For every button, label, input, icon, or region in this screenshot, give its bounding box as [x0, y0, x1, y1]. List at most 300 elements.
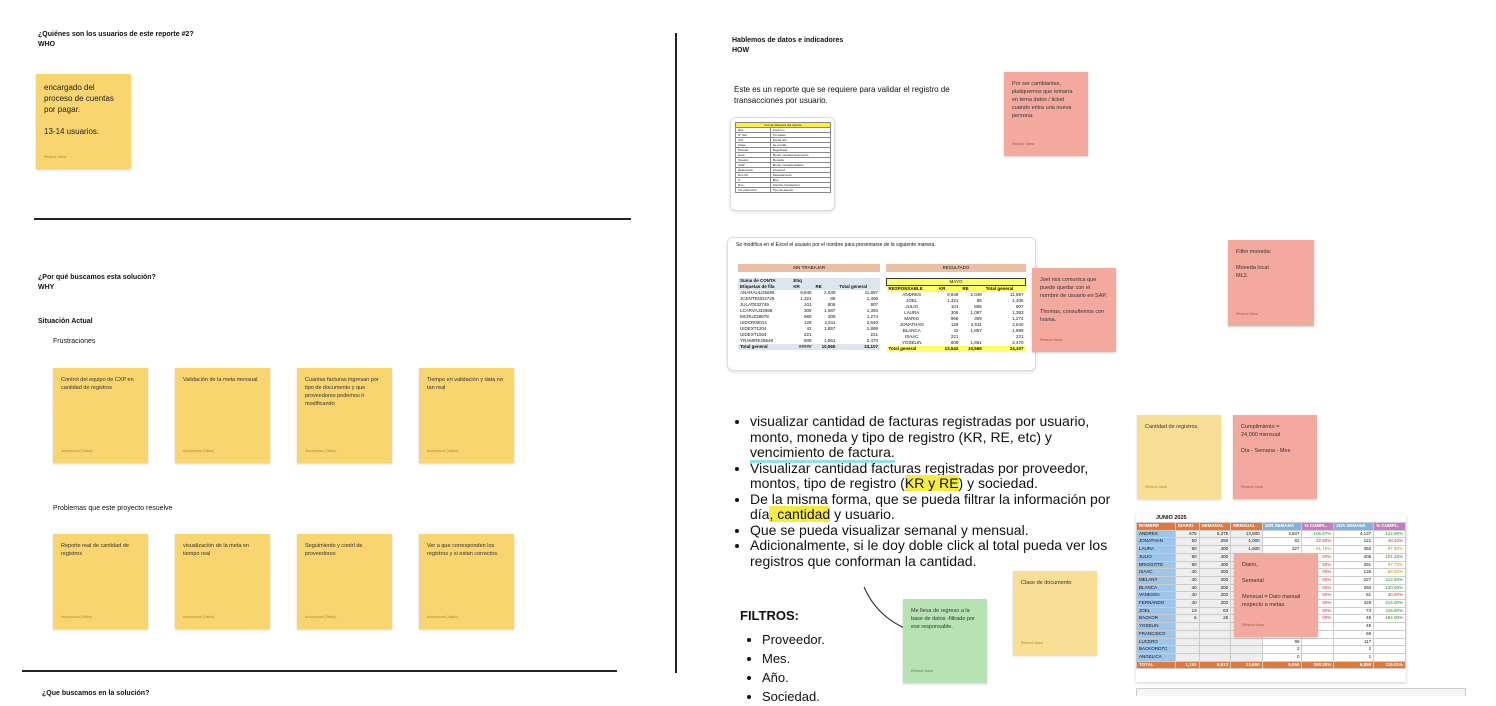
table-cell: YOSELIN: [1137, 623, 1176, 631]
total-cell: 5,950: [1262, 661, 1302, 669]
table-cell: ANGELICA: [1137, 653, 1176, 661]
table-cell: [1231, 638, 1262, 646]
table-cell: ANDRES: [1137, 530, 1176, 538]
table-cell: 101: [803, 302, 812, 307]
table-cell: 609: [950, 340, 959, 345]
table-cell: [1302, 653, 1334, 661]
who-note-line-1: encargado del: [44, 83, 95, 92]
filtros-list: [748, 630, 825, 706]
total-cell: #####: [798, 344, 812, 349]
table-cell: 00%: [1302, 569, 1334, 577]
table-cell: CtaP: [736, 163, 771, 168]
table-cell: FRANCISCO: [1137, 630, 1176, 638]
table-cell: 2,470: [1012, 340, 1024, 345]
note-text: 24,000 mensual: [1241, 432, 1281, 438]
table-cell: 2,049: [970, 292, 982, 297]
table-cell: BACKOROTC: [1137, 646, 1176, 654]
table-cell: 80: [1175, 553, 1199, 561]
green-note-drilldown[interactable]: [903, 599, 987, 683]
note-author: Rebeca Viana: [44, 155, 66, 159]
table-cell: 609: [803, 338, 812, 343]
table-cell: 2,511: [824, 320, 836, 325]
table-cell: 221: [803, 332, 812, 337]
table-cell: JOEL: [1137, 607, 1176, 615]
pink-note-diario[interactable]: [1234, 553, 1318, 637]
filter-item: • Año.: [762, 668, 825, 687]
column-header: SEMANAL: [1199, 523, 1230, 531]
column-header: 1ER SEMANA: [1262, 523, 1302, 531]
table-cell: 309: [827, 314, 836, 319]
table-cell: YOSELIN: [901, 340, 922, 345]
table-cell: 400: [1199, 546, 1230, 554]
pink-note-cumplimiento[interactable]: [1233, 415, 1317, 499]
frustration-note-1[interactable]: [53, 368, 148, 463]
table-cell: VANESSA: [1137, 592, 1176, 600]
table-cell: 00%: [1302, 553, 1334, 561]
requirement-item: • Adicionalmente, si le doy doble click al total pueda ver los registros que conforman la cantidad.: [750, 538, 1128, 569]
note-author: Anonymous (Visitor): [427, 615, 459, 619]
note-text: Cuantas facturas ingresan por tipo de documento y que proveedores podemos ir modificando: [305, 377, 379, 407]
why-title: ¿Por qué buscamos esta solución?: [38, 274, 156, 281]
table-cell: 9,848: [800, 290, 812, 295]
table-cell: 1,000: [1231, 538, 1262, 546]
col-head: RE: [815, 284, 822, 289]
note-author: Anonymous (Visitor): [183, 449, 215, 453]
table-cell: 2,049: [824, 290, 836, 295]
total-cell: Total general: [888, 346, 917, 351]
table-row: [1137, 653, 1406, 661]
col-head: RE: [962, 286, 969, 291]
table-cell: [1175, 638, 1199, 646]
column-header: 2DA SEMANA: [1334, 523, 1374, 531]
note-author: Rebeca Viana: [1241, 485, 1263, 489]
table-cell: 42: [953, 328, 959, 333]
table-cell: Vousocul: [770, 168, 830, 173]
table-cell: 50%: [1302, 561, 1334, 569]
table-cell: [1374, 623, 1406, 631]
note-author: Rebeca Viana: [1021, 641, 1043, 645]
table-cell: FERNANDO: [1137, 600, 1176, 608]
table-cell: 405: [1334, 553, 1374, 561]
table-cell: [1231, 653, 1262, 661]
table-cell: 306: [803, 308, 812, 313]
table-cell: JCENTENO2725: [740, 296, 775, 301]
note-text: Me lleva de regreso a la base de datos -filtrado por ese responsable.: [911, 608, 975, 630]
how-title: Hablemos de datos e indicadores: [732, 37, 844, 44]
table-cell: LUCERO: [1137, 638, 1176, 646]
filter-item: • Mes.: [762, 649, 825, 668]
who-title: ¿Quiénes son los usuarios de este reporte #2?: [38, 31, 194, 38]
note-text: Cantidad de registros.: [1145, 424, 1199, 430]
table-cell: Anul.con: [770, 128, 830, 133]
table-cell: 5,375: [1199, 530, 1230, 538]
table-cell: [1302, 646, 1334, 654]
note-text: visualización de la meta en tiempo real: [183, 543, 250, 557]
table-cell: [1374, 653, 1406, 661]
table-cell: BLANCA: [902, 328, 921, 333]
note-text: Control del equipo de CXP en cantidad de registros: [61, 377, 134, 391]
table-cell: 61: [1334, 592, 1374, 600]
note-text: Semanal: [1242, 578, 1264, 584]
table-cell: 130.00%: [1374, 584, 1406, 592]
note-text: Tiempo en validación y data no tan real: [427, 377, 503, 391]
table-cell: 1,321: [800, 296, 812, 301]
table-cell: JULIO: [905, 304, 919, 309]
how-subtitle: HOW: [732, 47, 750, 54]
table-cell: ANARAULD5695: [740, 290, 775, 295]
junio-title: JUNIO 2025: [1156, 515, 1187, 521]
requirement-item: • Que se pueda visualizar semanal y mensual.: [750, 523, 1128, 539]
note-author: Anonymous (Visitor): [305, 615, 337, 619]
table-cell: Tipo de asiento: [770, 188, 830, 193]
note-author: Rebeca Viana: [1012, 142, 1034, 146]
note-author: Anonymous (Visitor): [61, 449, 93, 453]
total-cell: 100.30%: [1302, 661, 1334, 669]
table-cell: 907: [1015, 304, 1024, 309]
table-cell: Departamento: [770, 173, 830, 178]
table-cell: [1175, 653, 1199, 661]
frustration-note-2[interactable]: [175, 368, 270, 463]
resultado-label: RESULTADO: [886, 264, 1026, 272]
table-cell: [1231, 646, 1262, 654]
note-author: Anonymous (Visitor): [61, 615, 93, 619]
table-cell: [1175, 623, 1199, 631]
table-cell: 200: [1199, 600, 1230, 608]
table-cell: Fecha doc.: [770, 138, 830, 143]
table-cell: 97.75%: [1374, 561, 1406, 569]
total-cell: TOTAL: [1137, 661, 1176, 669]
card-caption: Se modifica en el Excel el usuario por el nombre para presentarse de la siguiente manera.: [736, 242, 936, 248]
table-cell: Año: [736, 138, 771, 143]
requirement-item: • Visualizar cantidad facturas registradas por proveedor, montos, tipo de registro (KR y RE) y sociedad.: [750, 461, 1128, 492]
table-cell: [1199, 653, 1230, 661]
table-cell: 400: [1199, 561, 1230, 569]
table-cell: ANDRES: [902, 292, 922, 297]
table-cell: 13: [1175, 607, 1199, 615]
table-cell: 221: [870, 332, 878, 337]
table-cell: 200: [1199, 576, 1230, 584]
col-head: Total general: [985, 286, 1014, 291]
table-cell: 200: [1199, 569, 1230, 577]
table-cell: 3,607: [1262, 530, 1302, 538]
total-cell: 116.01%: [1374, 661, 1406, 669]
pink-note-moneda[interactable]: [1228, 240, 1314, 326]
situacion-heading: Situación Actual: [38, 318, 93, 325]
table-cell: Monto moneda documento: [770, 153, 830, 158]
col-head: RESPONSABLE: [888, 286, 923, 291]
table-cell: 1: [1334, 653, 1374, 661]
table-cell: 1,321: [947, 298, 959, 303]
table-cell: 48.40%: [1374, 538, 1406, 546]
who-sticky-note[interactable]: [36, 74, 131, 169]
table-cell: N° doc.: [736, 133, 771, 138]
table-cell: 50: [1175, 538, 1199, 546]
table-cell: Nombre transacción: [770, 183, 830, 188]
table-cell: 81.75%: [1302, 546, 1334, 554]
column-header: DIARIO: [1175, 523, 1199, 531]
col-head: Etiquetas de fila: [740, 284, 775, 289]
report-header-table: [735, 122, 831, 193]
filter-item: • Proveedor.: [762, 630, 825, 649]
col-head: KR: [793, 284, 800, 289]
table-cell: LAURA: [1137, 546, 1176, 554]
filtros-title: FILTROS:: [740, 608, 799, 623]
problem-note-4[interactable]: [419, 534, 514, 629]
table-cell: 2,640: [866, 320, 878, 325]
table-cell: 11,897: [1010, 292, 1024, 297]
note-author: Rebeca Viana: [1145, 485, 1167, 489]
bottom-title: ¿Que buscamos en la solución?: [42, 690, 150, 697]
note-text: ML2.: [1236, 273, 1249, 279]
total-cell: 6,859: [1334, 661, 1374, 669]
table-cell: 32.80%: [1302, 538, 1334, 546]
table-cell: 1,899: [1012, 328, 1024, 333]
table-cell: 73: [1334, 607, 1374, 615]
frustraciones-label: Frustraciones: [53, 338, 96, 345]
column-header: NOMBRE: [1137, 523, 1176, 531]
table-cell: 25: [1199, 615, 1230, 623]
table-cell: 117: [1334, 638, 1374, 646]
table-cell: 200: [1199, 584, 1230, 592]
table-cell: 99: [1262, 638, 1302, 646]
table-cell: 227: [1334, 576, 1374, 584]
table-cell: MCRUZ28678: [740, 314, 769, 319]
table-cell: 00%: [1302, 576, 1334, 584]
note-text: Filtro moneda:: [1236, 249, 1272, 255]
table-cell: 13,500: [1231, 530, 1262, 538]
table-cell: JULATE32749: [740, 302, 769, 307]
yellow-note-clase[interactable]: [1013, 571, 1097, 655]
table-cell: 965: [950, 316, 959, 321]
table-cell: 40: [1175, 569, 1199, 577]
table-cell: Clase: [736, 143, 771, 148]
table-cell: 00%: [1302, 615, 1334, 623]
table-cell: 129: [950, 322, 959, 327]
table-cell: 221: [950, 334, 959, 339]
table-cell: 1,393: [1012, 310, 1024, 315]
table-cell: 260: [1334, 584, 1374, 592]
table-cell: 309: [974, 316, 982, 321]
table-cell: 2,470: [866, 338, 878, 343]
table-cell: 1,406: [1012, 298, 1024, 303]
table-cell: 113.50%: [1374, 576, 1406, 584]
col-head: Etiq: [793, 278, 802, 283]
section-divider: [34, 218, 631, 220]
problem-note-2[interactable]: [175, 534, 270, 629]
intro-text: Este es un reporte que se requiere para validar el registro de transacciones por usuario.: [734, 85, 950, 105]
table-cell: Mes: [770, 178, 830, 183]
table-cell: 00%: [1302, 600, 1334, 608]
table-cell: 965: [803, 314, 812, 319]
column-divider: [675, 33, 677, 673]
table-cell: 40: [1175, 584, 1199, 592]
note-text: Clase de documento: [1021, 580, 1072, 586]
table-cell: 136: [1334, 569, 1374, 577]
col-head: Total general: [839, 284, 868, 289]
table-cell: JULIO: [1137, 553, 1176, 561]
section-divider: [22, 670, 617, 672]
table-cell: UIDEXT1204: [740, 326, 767, 331]
table-cell: Usuario: [736, 158, 771, 163]
table-cell: UIDEXT1504: [740, 332, 767, 337]
column-header: % CUMPL.: [1302, 523, 1334, 531]
table-cell: 129: [803, 320, 812, 325]
table-cell: 116.80%: [1374, 607, 1406, 615]
problemas-label: Problemas que este proyecto resuelve: [53, 505, 173, 512]
note-text: Cumplimiento =: [1241, 424, 1280, 430]
table-cell: 2: [1262, 646, 1302, 654]
sin-trabajar-table: [738, 278, 880, 350]
pink-note-datos[interactable]: [1004, 72, 1088, 156]
table-cell: 121: [1334, 538, 1374, 546]
table-cell: BACKOR: [1137, 615, 1176, 623]
mini-table-title: Forma cabecera del reporte: [736, 123, 831, 128]
table-cell: JONATHAN: [899, 322, 924, 327]
table-cell: 68.00%: [1374, 569, 1406, 577]
table-cell: JONATHAN: [1137, 538, 1176, 546]
table-cell: ISAAC: [904, 334, 919, 339]
table-cell: [1374, 630, 1406, 638]
table-cell: MARIO: [904, 316, 920, 321]
table-cell: 1,087: [970, 310, 982, 315]
table-cell: 250: [1199, 538, 1230, 546]
column-header: % CUMPL.: [1374, 523, 1406, 531]
table-cell: 122.58%: [1374, 530, 1406, 538]
problem-note-1[interactable]: [53, 534, 148, 629]
table-row: [736, 188, 831, 193]
table-cell: 50%: [1302, 592, 1334, 600]
problem-note-3[interactable]: [297, 534, 392, 629]
table-cell: LAURA: [904, 310, 920, 315]
table-cell: 1,861: [970, 340, 982, 345]
table-cell: 63: [1199, 607, 1230, 615]
table-cell: 400: [1199, 553, 1230, 561]
table-cell: 0: [1262, 653, 1302, 661]
note-author: Anonymous (Visitor): [305, 449, 337, 453]
total-cell: 10,565: [967, 346, 982, 351]
table-row: [1137, 530, 1406, 538]
note-author: Rebeca Viana: [1236, 312, 1258, 316]
table-cell: [1175, 630, 1199, 638]
table-cell: 40: [1175, 576, 1199, 584]
table-row: [1137, 638, 1406, 646]
table-cell: 1,274: [1012, 316, 1024, 321]
note-text: Día - Semana - Mes: [1241, 448, 1291, 454]
table-cell: 221: [1015, 334, 1024, 339]
table-cell: Doc.: [736, 128, 771, 133]
table-cell: 45: [1334, 623, 1374, 631]
report-header-card[interactable]: [730, 117, 835, 211]
why-subtitle: WHY: [38, 284, 55, 291]
table-cell: 40: [1175, 592, 1199, 600]
table-cell: 1,857: [970, 328, 982, 333]
table-cell: 42: [806, 326, 812, 331]
yellow-note-cantidad[interactable]: [1137, 415, 1221, 499]
table-cell: S: [736, 178, 771, 183]
table-cell: [1175, 646, 1199, 654]
total-cell: 10,565: [821, 344, 836, 349]
table-cell: BRIGGITTE: [1137, 561, 1176, 569]
table-cell: Doc.: [736, 183, 771, 188]
table-cell: 2,511: [970, 322, 982, 327]
table-cell: Registrado: [770, 148, 830, 153]
note-text: Por ser cambiantes, platiquemos que tomaría en tema datos / ticket cuando entra una nueva persona.: [1012, 81, 1073, 119]
table-cell: 59: [1334, 630, 1374, 638]
table-cell: JOEL: [906, 298, 918, 303]
total-cell: 1,183: [1175, 661, 1199, 669]
table-cell: 2,640: [1012, 322, 1024, 327]
table-cell: 184.00%: [1374, 615, 1406, 623]
table-row: [1137, 538, 1406, 546]
requirements-list: [736, 414, 1128, 569]
requirement-item: • visualizar cantidad de facturas registradas por usuario, monto, moneda y tipo de registro (KR, RE, etc) y vencimiento de factura.: [750, 414, 1128, 461]
table-cell: Periodo: [736, 148, 771, 153]
table-cell: 428: [1334, 600, 1374, 608]
table-cell: [1199, 623, 1230, 631]
table-cell: 200: [1199, 592, 1230, 600]
note-text: Joel nos comunica que puede quedar con el nombre de usuario en SAP.: [1040, 277, 1107, 299]
who-subtitle: WHO: [38, 41, 56, 48]
note-author: Rebeca Viana: [1040, 338, 1062, 342]
total-cell: Total general: [740, 344, 768, 349]
table-cell: 1,087: [824, 308, 836, 313]
table-row: [1137, 646, 1406, 654]
table-cell: 62: [1262, 538, 1302, 546]
note-text: Validación de la meta mensual: [183, 377, 258, 383]
table-cell: 306: [950, 310, 959, 315]
note-text: Moneda local: [1236, 265, 1269, 271]
total-cell: 24,107: [864, 344, 878, 349]
table-cell: Monto moneda dólares: [770, 163, 830, 168]
table-cell: 2: [1334, 646, 1374, 654]
pink-note-joel[interactable]: [1032, 268, 1116, 352]
table-cell: Moneda: [770, 158, 830, 163]
note-text: Diario,: [1242, 562, 1258, 568]
table-cell: 1,600: [1231, 546, 1262, 554]
total-cell: 24,107: [1009, 346, 1024, 351]
table-cell: YRAMIRE29648: [740, 338, 774, 343]
table-cell: 1,899: [866, 326, 878, 331]
table-cell: Cls.referencia: [736, 188, 771, 193]
table-cell: 80: [1175, 546, 1199, 554]
table-cell: [1374, 646, 1406, 654]
table-cell: [1199, 630, 1230, 638]
note-text: Ver a que corresponden los registros y si estan correctos.: [427, 543, 499, 557]
who-note-line-2: proceso de cuentas: [44, 94, 114, 103]
table-cell: Referencia: [736, 168, 771, 173]
table-cell: 87.50%: [1374, 546, 1406, 554]
table-cell: 30.50%: [1374, 592, 1406, 600]
table-cell: 85: [830, 296, 836, 301]
col-head: KR: [938, 286, 946, 291]
table-cell: 327: [1262, 546, 1302, 554]
total-cell: 13,542: [944, 346, 959, 351]
table-cell: 85: [976, 298, 982, 303]
excel-comparison-card[interactable]: [727, 237, 1036, 371]
frustration-note-3[interactable]: [297, 368, 392, 463]
col-head: Suma de CONTA: [740, 278, 776, 283]
frustration-note-4[interactable]: [419, 368, 514, 463]
who-note-extra: 13-14 usuarios.: [44, 127, 100, 136]
table-cell: [1374, 638, 1406, 646]
table-cell: [1199, 646, 1230, 654]
table-cell: 675: [1175, 530, 1199, 538]
table-cell: Txt.cabec.: [770, 133, 830, 138]
note-text: Mensual = Dato manual respecto a metas.: [1242, 594, 1301, 608]
note-text: Reporte real de cantidad de registros: [61, 543, 129, 557]
table-cell: 1,393: [866, 308, 878, 313]
table-cell: [1199, 638, 1230, 646]
